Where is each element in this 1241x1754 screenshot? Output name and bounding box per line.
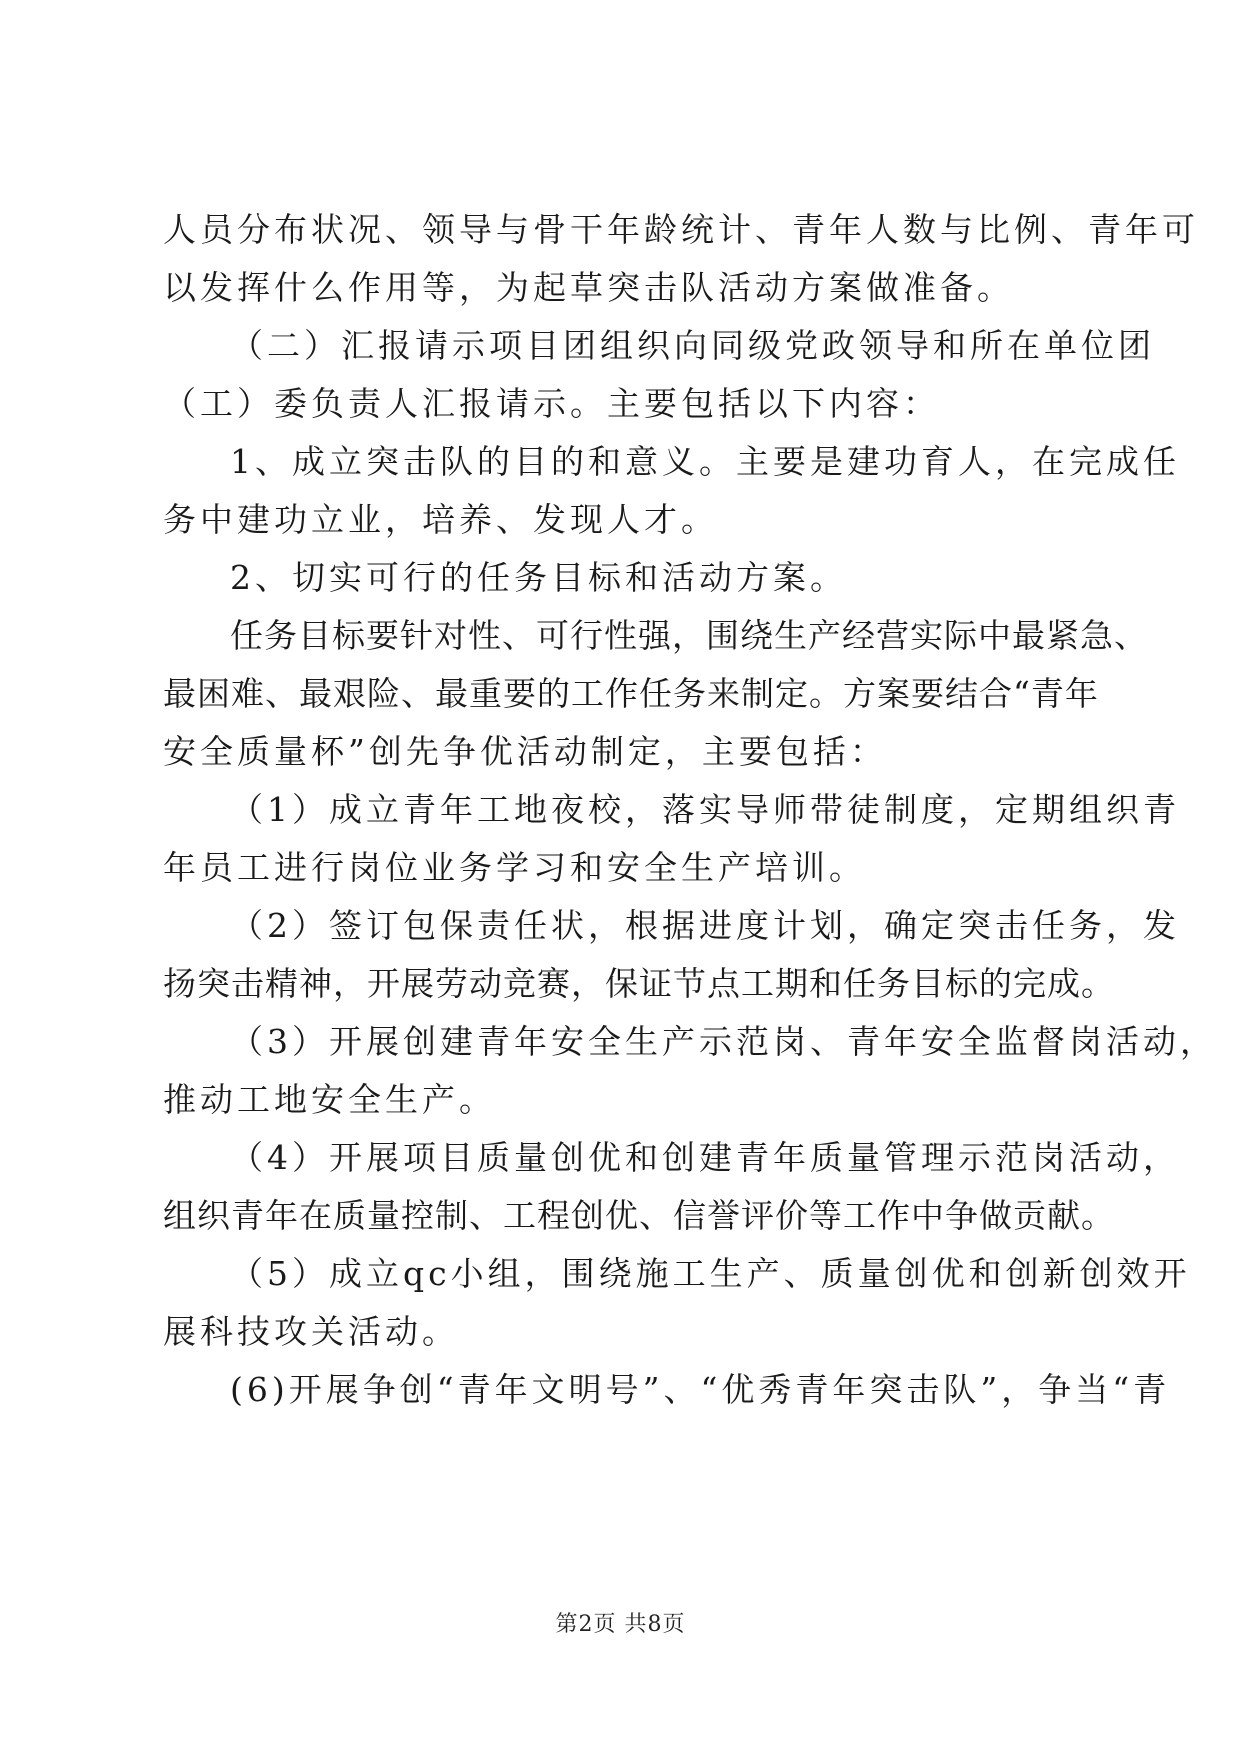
page-footer: 第2页 共8页 <box>555 1612 686 1637</box>
text-line-15: （3）开展创建青年安全生产示范岗、青年安全监督岗活动， <box>230 1022 1217 1061</box>
text-line-5: 1、成立突击队的目的和意义。主要是建功育人，在完成任 <box>230 442 1180 481</box>
text-line-4: （工）委负责人汇报请示。主要包括以下内容： <box>163 384 940 423</box>
text-line-21: (6)开展争创“青年文明号”、“优秀青年突击队”，争当“青 <box>230 1370 1171 1409</box>
text-line-18: 组织青年在质量控制、工程创优、信誉评价等工作中争做贡献。 <box>163 1196 1115 1235</box>
text-line-12: 年员工进行岗位业务学习和安全生产培训。 <box>163 848 866 887</box>
text-line-8: 任务目标要针对性、可行性强，围绕生产经营实际中最紧急、 <box>230 616 1148 655</box>
text-line-7: 2、切实可行的任务目标和活动方案。 <box>230 558 847 597</box>
text-line-11: （1）成立青年工地夜校，落实导师带徒制度，定期组织青 <box>230 790 1180 829</box>
text-line-2: 以发挥什么作用等，为起草突击队活动方案做准备。 <box>163 268 1014 307</box>
text-line-13: （2）签订包保责任状，根据进度计划，确定突击任务，发 <box>230 906 1180 945</box>
text-line-3: （二）汇报请示项目团组织向同级党政领导和所在单位团 <box>230 326 1155 365</box>
text-line-20: 展科技攻关活动。 <box>163 1312 459 1351</box>
text-line-6: 务中建功立业，培养、发现人才。 <box>163 500 718 539</box>
text-line-10: 安全质量杯”创先争优活动制定，主要包括： <box>163 732 887 771</box>
text-line-14: 扬突击精神，开展劳动竞赛，保证节点工期和任务目标的完成。 <box>163 964 1115 1003</box>
text-line-19: （5）成立qc小组，围绕施工生产、质量创优和创新创效开 <box>230 1254 1191 1293</box>
text-line-1: 人员分布状况、领导与骨干年龄统计、青年人数与比例、青年可 <box>163 210 1199 249</box>
text-line-17: （4）开展项目质量创优和创建青年质量管理示范岗活动， <box>230 1138 1180 1177</box>
text-line-9: 最困难、最艰险、最重要的工作任务来制定。方案要结合“青年 <box>163 674 1099 713</box>
text-line-16: 推动工地安全生产。 <box>163 1080 496 1119</box>
